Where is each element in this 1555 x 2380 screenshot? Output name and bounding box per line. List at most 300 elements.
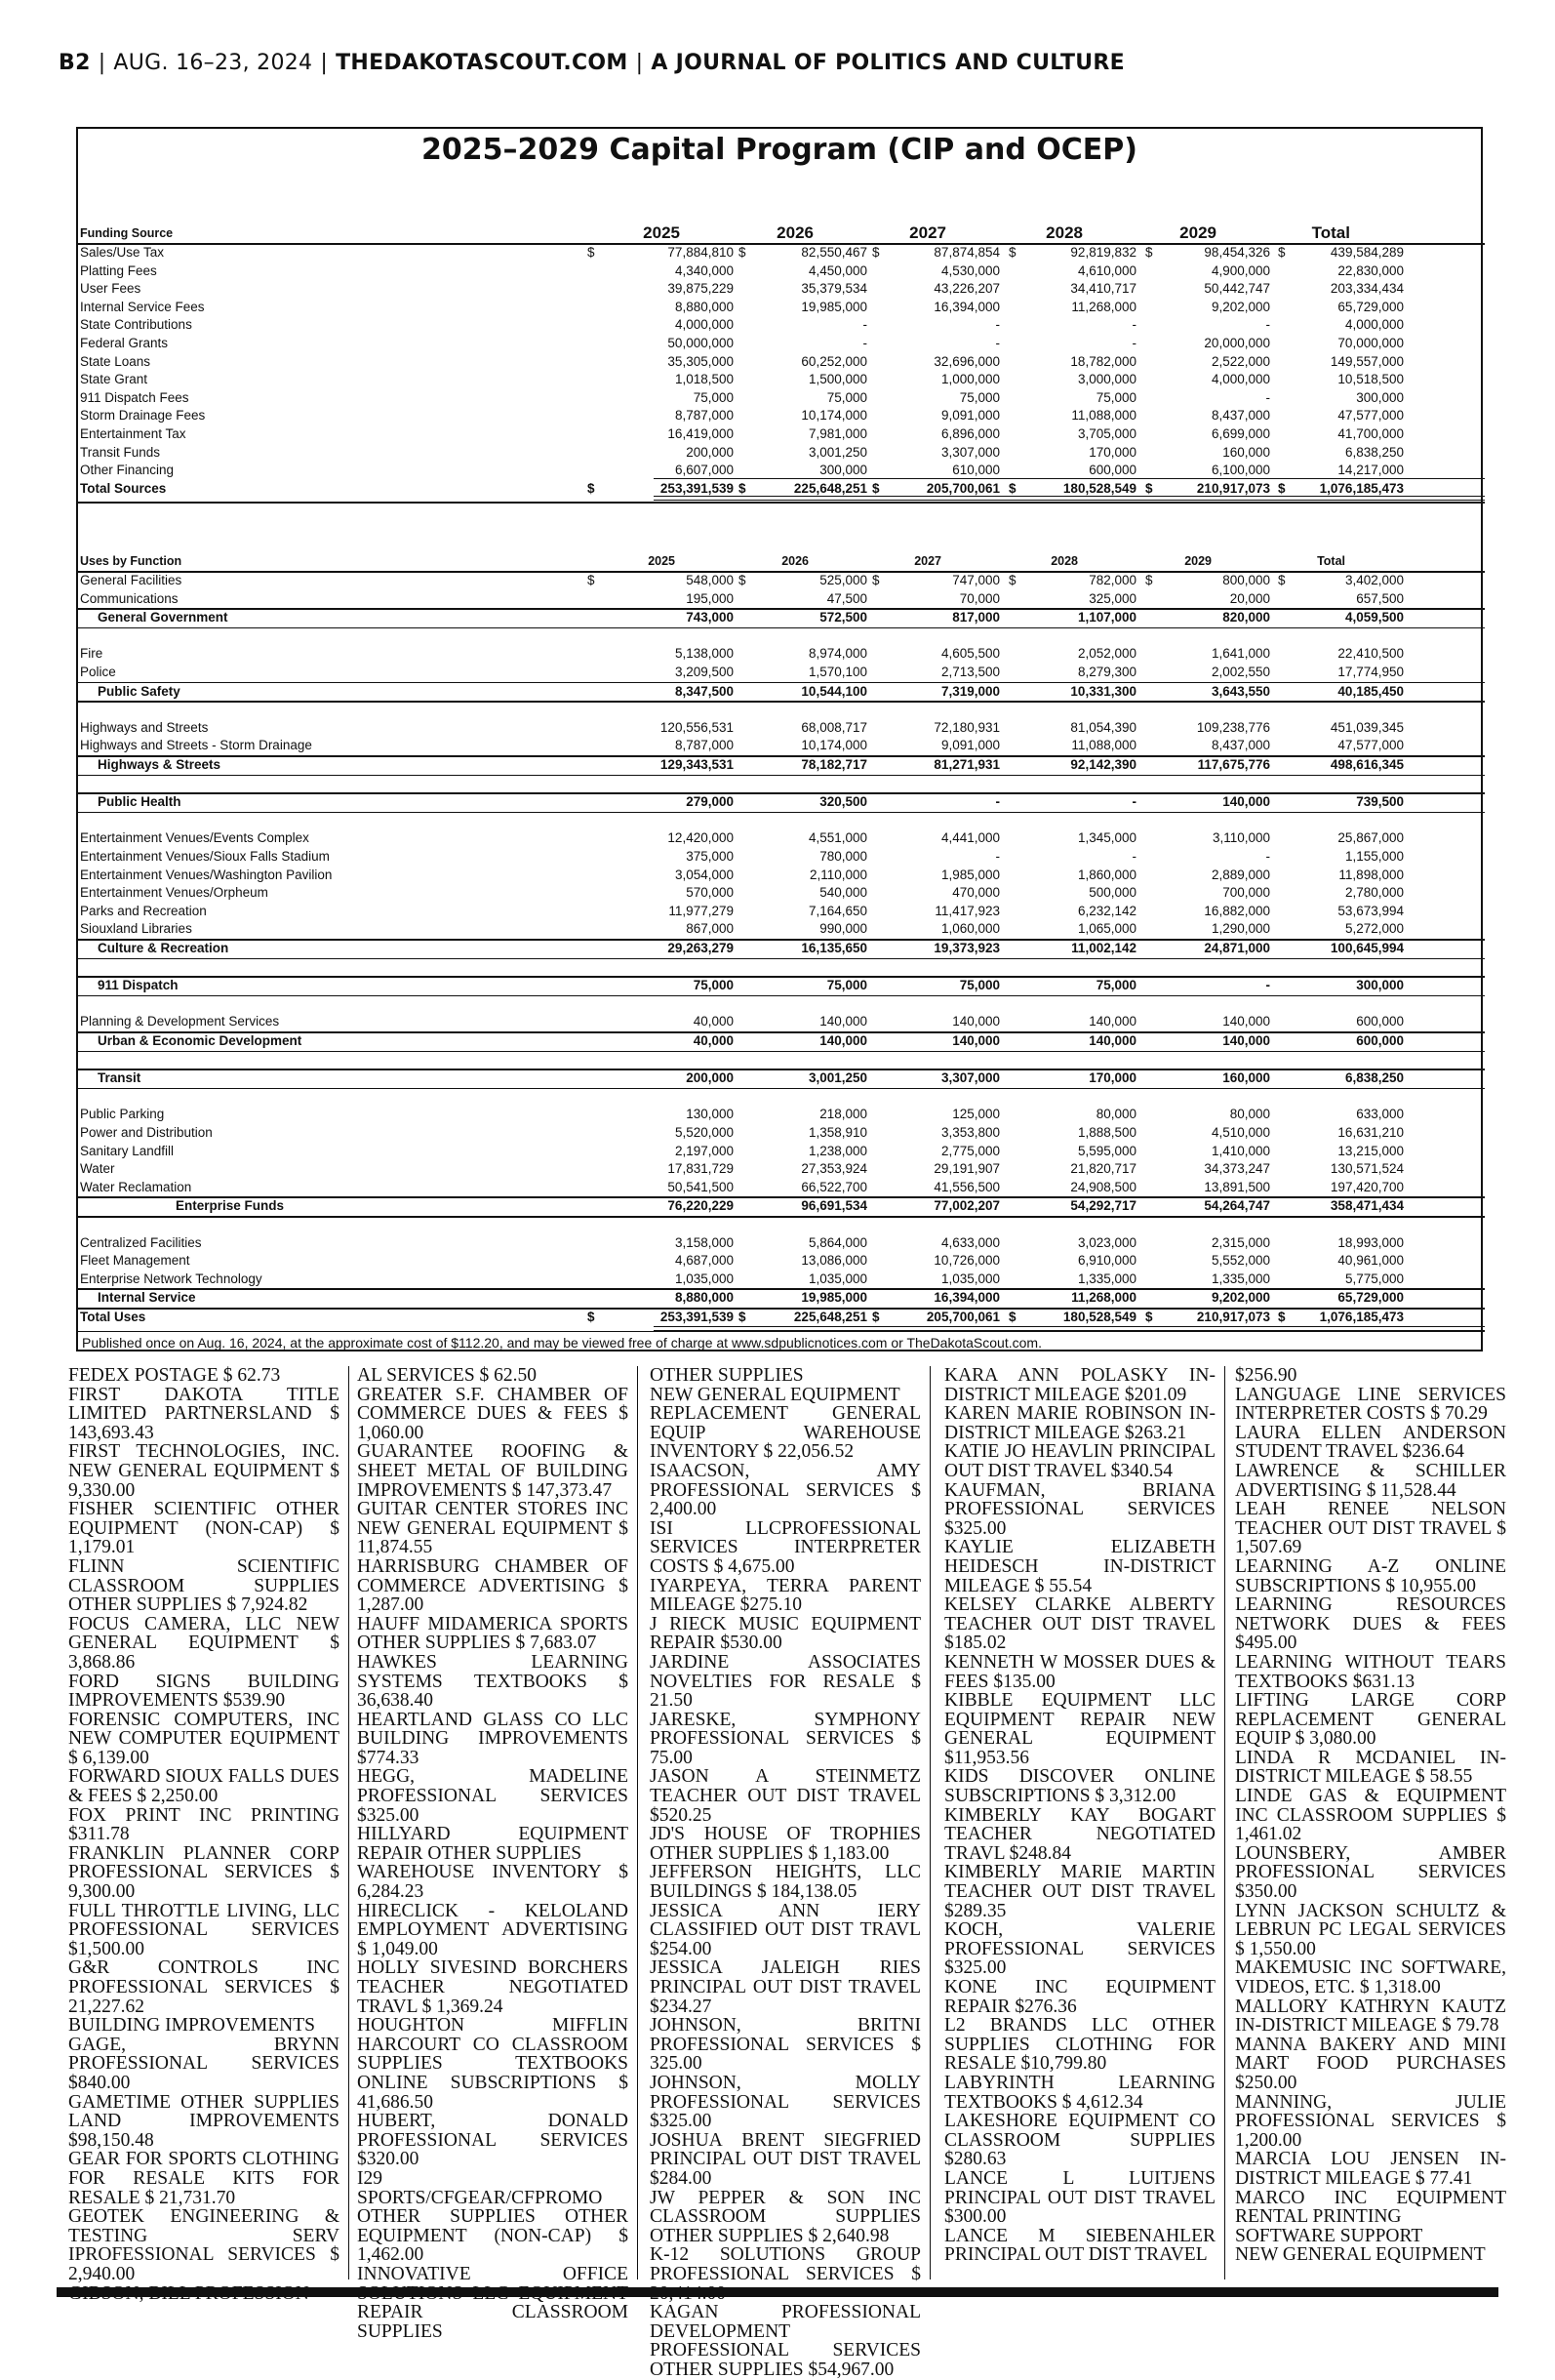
- notice-entry: GREATER S.F. CHAMBER OF COMMERCE DUES & FEES $ 1,060.00: [357, 1384, 628, 1443]
- use-row-value-3: 5,595,000: [1077, 1143, 1136, 1158]
- use-row-value-3: 80,000: [1096, 1107, 1136, 1122]
- cip-table: [76, 127, 1483, 1351]
- source-row-value-5: 10,518,500: [1337, 372, 1404, 387]
- dollar-sign: $: [1009, 573, 1017, 587]
- subtotal-row-label: Public Safety: [98, 683, 180, 699]
- source-row-value-3: 75,000: [1096, 389, 1136, 405]
- source-row-value-4: -: [1265, 317, 1270, 333]
- dollar-sign: $: [1278, 480, 1286, 496]
- use-row-value-0: 375,000: [686, 849, 734, 864]
- total-sources-row-value-3: 180,528,549: [1062, 480, 1136, 496]
- use-row-value-0: 3,054,000: [674, 867, 734, 882]
- published-note: Published once on Aug. 16, 2024, at the approximate cost of $112.20, and may be viewed free of charge at www.sdpublicnotices.com or TheDakotaScout.com.: [78, 1331, 1485, 1352]
- dollar-sign: $: [1145, 480, 1153, 496]
- notice-entry: ISI LLCPROFESSIONAL SERVICES INTERPRETER COSTS $ 4,675.00: [650, 1517, 921, 1577]
- subtotal-row-value-1: 19,985,000: [801, 1290, 867, 1306]
- notice-entry: FRANKLIN PLANNER CORP PROFESSIONAL SERVICES $ 9,300.00: [68, 1842, 339, 1903]
- subtotal-row-value-0: 200,000: [686, 1070, 734, 1086]
- notice-entry: KARA ANN POLASKY IN-DISTRICT MILEAGE $201.09: [944, 1365, 1216, 1405]
- notice-column-2: [357, 1366, 628, 2341]
- source-row-value-4: 160,000: [1222, 444, 1270, 460]
- subtotal-row: [78, 683, 1485, 701]
- table-rule: [78, 995, 1485, 997]
- notice-entry: MALLORY KATHRYN KAUTZ IN-DISTRICT MILEAGE $ 79.78: [1235, 1996, 1506, 2037]
- use-row-value-4: 2,002,550: [1211, 665, 1270, 679]
- notice-entry: OTHER SUPPLIES: [650, 1365, 804, 1386]
- source-row-value-4: 8,437,000: [1211, 408, 1270, 424]
- notice-entry: NEW GENERAL EQUIPMENT: [650, 1384, 900, 1405]
- use-row-label: Siouxland Libraries: [80, 921, 192, 937]
- use-row-value-4: 1,641,000: [1211, 646, 1270, 662]
- source-row-value-0: 6,607,000: [674, 463, 734, 478]
- use-row-value-4: 2,889,000: [1211, 867, 1270, 882]
- source-row-value-1: 75,000: [826, 389, 867, 405]
- use-row-label: Police: [80, 665, 116, 679]
- use-row-value-3: 21,820,717: [1070, 1161, 1136, 1177]
- use-row-value-4: 1,335,000: [1211, 1271, 1270, 1286]
- notice-entry: GEAR FOR SPORTS CLOTHING FOR RESALE KITS FOR RESALE $ 21,731.70: [68, 2149, 339, 2208]
- use-row-value-0: 3,209,500: [674, 665, 734, 679]
- sources-header: [78, 224, 1485, 242]
- total-uses-row-label: Total Uses: [80, 1310, 146, 1324]
- use-row-value-2: 9,091,000: [940, 738, 1000, 753]
- use-row-value-4: 1,290,000: [1211, 921, 1270, 937]
- dollar-sign: $: [1278, 245, 1286, 260]
- use-row-label: Enterprise Network Technology: [80, 1271, 262, 1286]
- notice-entry: MARCIA LOU JENSEN IN-DISTRICT MILEAGE $ 77.41: [1235, 2149, 1506, 2189]
- notice-entry: JASON A STEINMETZ TEACHER OUT DIST TRAVEL $520.25: [650, 1766, 921, 1826]
- notice-entry: JW PEPPER & SON INC CLASSROOM SUPPLIES OTHER SUPPLIES $ 2,640.98: [650, 2187, 921, 2246]
- use-row-value-3: 81,054,390: [1070, 719, 1136, 735]
- use-row-label: Power and Distribution: [80, 1125, 213, 1140]
- use-row-value-4: 8,437,000: [1211, 738, 1270, 753]
- use-row-value-5: 5,272,000: [1344, 921, 1404, 937]
- subtotal-row-value-5: 739,500: [1356, 794, 1404, 810]
- source-row-value-3: 92,819,832: [1070, 245, 1136, 260]
- dollar-sign: $: [872, 573, 880, 587]
- source-row-value-0: 8,880,000: [674, 299, 734, 314]
- source-row-label: 911 Dispatch Fees: [80, 389, 189, 405]
- notice-entry: FLINN SCIENTIFIC CLASSROOM SUPPLIES OTHER SUPPLIES $ 7,924.82: [68, 1555, 339, 1616]
- subtotal-row: [78, 1032, 1485, 1050]
- use-row-value-0: 548,000: [686, 573, 734, 587]
- source-row-value-1: 7,981,000: [808, 426, 867, 441]
- total-sources-row-value-0: 253,391,539: [659, 480, 734, 496]
- table-rule: [78, 958, 1485, 960]
- source-row-value-3: 3,705,000: [1077, 426, 1136, 441]
- notice-entry: FIRST DAKOTA TITLE LIMITED PARTNERSLAND $ 143,693.43: [68, 1384, 339, 1443]
- use-row-value-5: 451,039,345: [1330, 719, 1404, 735]
- use-row-value-1: 140,000: [819, 1014, 867, 1029]
- source-row-value-2: 75,000: [959, 389, 1000, 405]
- use-row-value-1: 8,974,000: [808, 646, 867, 662]
- source-row-value-5: 6,838,250: [1344, 444, 1404, 460]
- total-sources-row-value-2: 205,700,061: [926, 480, 1000, 496]
- source-row-value-2: 610,000: [952, 463, 1000, 478]
- table-rule: [78, 812, 1485, 814]
- source-row-value-0: 4,000,000: [674, 317, 734, 333]
- footer-bar: [57, 2287, 1498, 2297]
- total-uses-row-value-4: 210,917,073: [1196, 1310, 1270, 1324]
- notice-entry: KAUFMAN, BRIANA PROFESSIONAL SERVICES $325.00: [944, 1479, 1216, 1539]
- notice-entry: FISHER SCIENTIFIC OTHER EQUIPMENT (NON-CAP) $ 1,179.01: [68, 1499, 339, 1558]
- source-row-label: Transit Funds: [80, 444, 161, 460]
- notice-entry: MAKEMUSIC INC SOFTWARE, VIDEOS, ETC. $ 1,318.00: [1235, 1957, 1506, 1997]
- use-row-value-3: 2,052,000: [1077, 646, 1136, 662]
- source-row-value-0: 77,884,810: [667, 245, 734, 260]
- use-row: [78, 664, 1485, 681]
- use-row-value-1: 4,551,000: [808, 830, 867, 846]
- use-row-value-3: 3,023,000: [1077, 1234, 1136, 1250]
- subtotal-row-value-0: 29,263,279: [667, 941, 734, 955]
- tagline: A JOURNAL OF POLITICS AND CULTURE: [651, 51, 1125, 75]
- use-row-value-2: 2,775,000: [940, 1143, 1000, 1158]
- subtotal-row-value-3: 140,000: [1089, 1033, 1136, 1048]
- notice-entry: HUBERT, DONALD PROFESSIONAL SERVICES $320.00: [357, 2111, 628, 2170]
- uses-header: [78, 552, 1485, 570]
- year-header-2028: 2028: [1051, 554, 1078, 568]
- source-row: [78, 389, 1485, 407]
- source-row-value-1: 1,500,000: [808, 372, 867, 387]
- use-row-value-3: 500,000: [1089, 885, 1136, 901]
- notice-entry: LAKESHORE EQUIPMENT CO CLASSROOM SUPPLIES $280.63: [944, 2111, 1216, 2170]
- use-row-value-4: 2,315,000: [1211, 1234, 1270, 1250]
- subtotal-row-value-3: 92,142,390: [1070, 757, 1136, 772]
- source-row-value-3: -: [1132, 317, 1136, 333]
- subtotal-row: [78, 1069, 1485, 1087]
- source-row-value-1: 19,985,000: [801, 299, 867, 314]
- uses-header-label: Uses by Function: [80, 554, 182, 568]
- notice-entry: HIRECLICK - KELOLAND EMPLOYMENT ADVERTISING $ 1,049.00: [357, 1900, 628, 1959]
- masthead: B2 | AUG. 16–23, 2024 | THEDAKOTASCOUT.COM | A JOURNAL OF POLITICS AND CULTURE: [59, 51, 1125, 75]
- total-sources-row-value-4: 210,917,073: [1196, 480, 1270, 496]
- notice-entry: JESSICA JALEIGH RIES PRINCIPAL OUT DIST TRAVEL $234.27: [650, 1957, 921, 2017]
- source-row-value-1: 3,001,250: [808, 444, 867, 460]
- notice-column-4: [944, 1366, 1216, 2265]
- table-rule: [654, 1326, 1485, 1331]
- use-row-label: Highways and Streets - Storm Drainage: [80, 738, 312, 753]
- notice-entry: MARCO INC EQUIPMENT RENTAL PRINTING: [1235, 2187, 1506, 2228]
- notice-entry: KIBBLE EQUIPMENT LLC EQUIPMENT REPAIR NEW GENERAL EQUIPMENT $11,953.56: [944, 1690, 1216, 1768]
- use-row-label: Centralized Facilities: [80, 1234, 202, 1250]
- table-rule: [78, 775, 1485, 777]
- notice-entry: LAURA ELLEN ANDERSON STUDENT TRAVEL $236.64: [1235, 1422, 1506, 1463]
- source-row-label: Storm Drainage Fees: [80, 408, 206, 424]
- notice-entry: JOHNSON, MOLLY PROFESSIONAL SERVICES $325.00: [650, 2072, 921, 2132]
- use-row-value-3: 6,232,142: [1077, 903, 1136, 918]
- source-row-value-4: 2,522,000: [1211, 353, 1270, 369]
- total-uses-row: [78, 1309, 1485, 1326]
- use-row: [78, 1143, 1485, 1160]
- source-row-value-0: 75,000: [693, 389, 734, 405]
- use-row-label: Entertainment Venues/Washington Pavilion: [80, 867, 333, 882]
- source-row: [78, 299, 1485, 316]
- source-row-value-1: 35,379,534: [801, 281, 867, 297]
- source-row-value-0: 35,305,000: [667, 353, 734, 369]
- use-row-value-4: -: [1265, 849, 1270, 864]
- use-row-value-1: 218,000: [819, 1107, 867, 1122]
- use-row-value-0: 120,556,531: [659, 719, 734, 735]
- total-uses-row-value-3: 180,528,549: [1062, 1310, 1136, 1324]
- notice-entry: JARDINE ASSOCIATES NOVELTIES FOR RESALE $ 21.50: [650, 1651, 921, 1712]
- subtotal-row-value-2: 3,307,000: [940, 1070, 1000, 1086]
- source-row: [78, 353, 1485, 371]
- use-row-value-0: 2,197,000: [674, 1143, 734, 1158]
- use-row-value-1: 780,000: [819, 849, 867, 864]
- use-row-label: General Facilities: [80, 573, 182, 587]
- year-header-2026: 2026: [777, 223, 814, 242]
- use-row-value-5: 53,673,994: [1337, 903, 1404, 918]
- use-row-value-0: 40,000: [693, 1014, 734, 1029]
- subtotal-row-label: Transit: [98, 1070, 141, 1086]
- notice-entry: LEARNING RESOURCES NETWORK DUES & FEES $495.00: [1235, 1594, 1506, 1654]
- subtotal-row-value-2: 75,000: [959, 978, 1000, 993]
- dollar-sign: $: [738, 245, 746, 260]
- use-row-value-3: 1,345,000: [1077, 830, 1136, 846]
- use-row-value-3: 140,000: [1089, 1014, 1136, 1029]
- source-row: [78, 335, 1485, 352]
- notice-entry: LEARNING WITHOUT TEARS TEXTBOOKS $631.13: [1235, 1651, 1506, 1692]
- notice-entry: AL SERVICES $ 62.50: [357, 1365, 538, 1386]
- notice-entry: GAGE, BRYNN PROFESSIONAL SERVICES $840.00: [68, 2034, 339, 2093]
- source-row-value-0: 39,875,229: [667, 281, 734, 297]
- source-row-value-5: 22,830,000: [1337, 262, 1404, 278]
- source-row-value-1: -: [862, 317, 867, 333]
- use-row-value-0: 8,787,000: [674, 738, 734, 753]
- use-row-value-5: 600,000: [1356, 1014, 1404, 1029]
- table-rule: [78, 502, 1485, 504]
- notice-entry: GUITAR CENTER STORES INC NEW GENERAL EQUIPMENT $ 11,874.55: [357, 1499, 628, 1558]
- source-row-value-2: 6,896,000: [940, 426, 1000, 441]
- subtotal-row-value-2: -: [995, 794, 1000, 810]
- source-row: [78, 407, 1485, 424]
- use-row-value-2: 125,000: [952, 1107, 1000, 1122]
- notice-entry: BUILDING IMPROVEMENTS: [68, 2015, 315, 2037]
- use-row-value-2: 11,417,923: [935, 903, 1000, 918]
- use-row-value-4: 800,000: [1222, 573, 1270, 587]
- notice-entry: HARRISBURG CHAMBER OF COMMERCE ADVERTISING $ 1,287.00: [357, 1555, 628, 1616]
- dollar-sign: $: [738, 480, 746, 496]
- notice-entry: FORD SIGNS BUILDING IMPROVEMENTS $539.90: [68, 1671, 339, 1712]
- use-row-value-5: 633,000: [1356, 1107, 1404, 1122]
- use-row-value-4: 1,410,000: [1211, 1143, 1270, 1158]
- use-row-value-4: 4,510,000: [1211, 1125, 1270, 1140]
- use-row-value-1: 1,358,910: [808, 1125, 867, 1140]
- subtotal-row: [78, 609, 1485, 626]
- source-row-value-1: 82,550,467: [801, 245, 867, 260]
- use-row-value-2: -: [995, 849, 1000, 864]
- source-row-value-0: 16,419,000: [667, 426, 734, 441]
- use-row-value-3: 325,000: [1089, 590, 1136, 606]
- use-row-value-5: 13,215,000: [1337, 1143, 1404, 1158]
- use-row: [78, 1106, 1485, 1123]
- sources-header-label: Funding Source: [80, 226, 174, 240]
- source-row-value-5: 300,000: [1356, 389, 1404, 405]
- site-name[interactable]: THEDAKOTASCOUT.COM: [336, 51, 628, 75]
- use-row-value-3: 6,910,000: [1077, 1253, 1136, 1269]
- subtotal-row-value-4: 160,000: [1222, 1070, 1270, 1086]
- notice-entry: SOFTWARE SUPPORT: [1235, 2225, 1423, 2246]
- source-row-value-3: 34,410,717: [1070, 281, 1136, 297]
- use-row-value-4: 5,552,000: [1211, 1253, 1270, 1269]
- use-row: [78, 1160, 1485, 1178]
- use-row-value-1: 7,164,650: [808, 903, 867, 918]
- use-row-value-0: 5,520,000: [674, 1125, 734, 1140]
- notice-entry: KENNETH W MOSSER DUES & FEES $135.00: [944, 1651, 1216, 1692]
- notice-entry: LANCE L LUITJENS PRINCIPAL OUT DIST TRAVEL $300.00: [944, 2167, 1216, 2228]
- source-row-value-2: -: [995, 317, 1000, 333]
- subtotal-row-value-2: 16,394,000: [934, 1290, 1000, 1306]
- notice-entry: GUARANTEE ROOFING & SHEET METAL OF BUILDING IMPROVEMENTS $ 147,373.47: [357, 1441, 628, 1501]
- use-row-label: Entertainment Venues/Orpheum: [80, 885, 268, 901]
- use-row-value-0: 1,035,000: [674, 1271, 734, 1286]
- year-header-total: Total: [1317, 554, 1345, 568]
- total-sources-row-value-1: 225,648,251: [793, 480, 867, 496]
- subtotal-row-label: General Government: [98, 610, 228, 625]
- subtotal-row-value-3: 54,292,717: [1070, 1198, 1136, 1214]
- subtotal-row-value-5: 4,059,500: [1344, 610, 1404, 625]
- use-row-value-0: 130,000: [686, 1107, 734, 1122]
- use-row-value-5: 5,775,000: [1344, 1271, 1404, 1286]
- use-row-value-2: 3,353,800: [940, 1125, 1000, 1140]
- use-row-value-0: 12,420,000: [667, 830, 734, 846]
- subtotal-row-value-4: 140,000: [1222, 1033, 1270, 1048]
- notice-entry: JOSHUA BRENT SIEGFRIED PRINCIPAL OUT DIST TRAVEL $284.00: [650, 2129, 921, 2189]
- subtotal-row-label: 911 Dispatch: [98, 978, 179, 993]
- subtotal-row: [78, 793, 1485, 811]
- source-row: [78, 280, 1485, 298]
- notice-entry: LEARNING A-Z ONLINE SUBSCRIPTIONS $ 10,955.00: [1235, 1555, 1506, 1596]
- use-row-value-1: 66,522,700: [801, 1179, 867, 1194]
- use-row-label: Parks and Recreation: [80, 903, 207, 918]
- notice-entry: HOLLY SIVESIND BORCHERS TEACHER NEGOTIATED TRAVL $ 1,369.24: [357, 1957, 628, 2017]
- source-row-value-4: 6,699,000: [1211, 426, 1270, 441]
- dollar-sign: $: [1145, 573, 1153, 587]
- dollar-sign: $: [587, 480, 595, 496]
- subtotal-row-value-0: 129,343,531: [659, 757, 734, 772]
- notice-entry: KAREN MARIE ROBINSON IN-DISTRICT MILEAGE $263.21: [944, 1403, 1216, 1443]
- table-rule: [78, 627, 1485, 629]
- notice-entry: L2 BRANDS LLC OTHER SUPPLIES CLOTHING FOR RESALE $10,799.80: [944, 2015, 1216, 2075]
- source-row-value-4: 4,000,000: [1211, 372, 1270, 387]
- use-row-value-1: 1,035,000: [808, 1271, 867, 1286]
- subtotal-row: [78, 1289, 1485, 1307]
- source-row-value-4: 98,454,326: [1204, 245, 1270, 260]
- use-row-value-2: 70,000: [959, 590, 1000, 606]
- dollar-sign: $: [1009, 480, 1017, 496]
- page-number: B2: [59, 51, 91, 75]
- use-row-value-4: 109,238,776: [1196, 719, 1270, 735]
- use-row-value-4: 140,000: [1222, 1014, 1270, 1029]
- subtotal-row-value-3: 170,000: [1089, 1070, 1136, 1086]
- source-row-value-2: 3,307,000: [940, 444, 1000, 460]
- table-rule: [78, 1051, 1485, 1053]
- source-row-value-4: 50,442,747: [1204, 281, 1270, 297]
- use-row-value-4: 16,882,000: [1204, 903, 1270, 918]
- subtotal-row: [78, 940, 1485, 957]
- notice-entry: WAREHOUSE INVENTORY $ 6,284.23: [357, 1862, 628, 1903]
- total-sources-row-value-5: 1,076,185,473: [1319, 480, 1404, 496]
- notice-entry: LINDE GAS & EQUIPMENT INC CLASSROOM SUPPLIES $ 1,461.02: [1235, 1786, 1506, 1845]
- source-row-value-1: 4,450,000: [808, 262, 867, 278]
- source-row-value-2: -: [995, 336, 1000, 350]
- use-row-value-5: 25,867,000: [1337, 830, 1404, 846]
- source-row-value-2: 43,226,207: [934, 281, 1000, 297]
- source-row-value-4: 20,000,000: [1204, 336, 1270, 350]
- notice-entry: HAUFF MIDAMERICA SPORTS OTHER SUPPLIES $ 7,683.07: [357, 1613, 628, 1654]
- dollar-sign: $: [872, 245, 880, 260]
- use-row-value-1: 540,000: [819, 885, 867, 901]
- source-row-label: Other Financing: [80, 463, 175, 478]
- use-row-value-5: 18,993,000: [1337, 1234, 1404, 1250]
- use-row-value-3: 24,908,500: [1070, 1179, 1136, 1194]
- source-row-value-2: 9,091,000: [940, 408, 1000, 424]
- year-header-total: Total: [1311, 223, 1350, 242]
- source-row-value-1: -: [862, 336, 867, 350]
- use-row-value-2: 1,035,000: [940, 1271, 1000, 1286]
- subtotal-row-value-4: 3,643,550: [1211, 683, 1270, 699]
- use-row-value-5: 3,402,000: [1344, 573, 1404, 587]
- use-row-label: Planning & Development Services: [80, 1014, 280, 1029]
- source-row-value-2: 1,000,000: [940, 372, 1000, 387]
- use-row: [78, 1271, 1485, 1288]
- source-row-value-5: 14,217,000: [1337, 463, 1404, 478]
- use-row-value-1: 5,864,000: [808, 1234, 867, 1250]
- notice-entry: LINDA R MCDANIEL IN-DISTRICT MILEAGE $ 58.55: [1235, 1747, 1506, 1788]
- subtotal-row-value-5: 6,838,250: [1344, 1070, 1404, 1086]
- use-row-value-2: 72,180,931: [934, 719, 1000, 735]
- subtotal-row-value-5: 600,000: [1356, 1033, 1404, 1048]
- notice-entry: LANCE M SIEBENAHLER PRINCIPAL OUT DIST TRAVEL: [944, 2225, 1216, 2266]
- use-row-value-0: 17,831,729: [667, 1161, 734, 1177]
- dollar-sign: $: [1145, 1310, 1153, 1324]
- subtotal-row-value-2: 817,000: [952, 610, 1000, 625]
- source-row-value-5: 41,700,000: [1337, 426, 1404, 441]
- year-header-2028: 2028: [1046, 223, 1083, 242]
- subtotal-row-value-3: 75,000: [1096, 978, 1136, 993]
- use-row-label: Water Reclamation: [80, 1179, 192, 1194]
- notice-entry: FIRST TECHNOLOGIES, INC. NEW GENERAL EQUIPMENT $ 9,330.00: [68, 1441, 339, 1501]
- use-row-value-3: -: [1132, 849, 1136, 864]
- use-row-value-3: 11,088,000: [1071, 738, 1136, 753]
- dollar-sign: $: [1009, 1310, 1017, 1324]
- subtotal-row-label: Enterprise Funds: [176, 1198, 285, 1214]
- source-row: [78, 425, 1485, 443]
- use-row-value-2: 140,000: [952, 1014, 1000, 1029]
- subtotal-row: [78, 1197, 1485, 1215]
- use-row-value-0: 570,000: [686, 885, 734, 901]
- notice-entry: HAWKES LEARNING SYSTEMS TEXTBOOKS $ 36,638.40: [357, 1651, 628, 1712]
- use-row-value-4: 34,373,247: [1204, 1161, 1270, 1177]
- subtotal-row-value-0: 8,880,000: [674, 1290, 734, 1306]
- use-row: [78, 903, 1485, 920]
- source-row-value-2: 4,530,000: [940, 262, 1000, 278]
- dollar-sign: $: [587, 573, 595, 587]
- notice-entry: FOCUS CAMERA, LLC NEW GENERAL EQUIPMENT $ 3,868.86: [68, 1613, 339, 1673]
- source-row-label: Sales/Use Tax: [80, 245, 165, 260]
- use-row-label: Public Parking: [80, 1107, 165, 1122]
- notice-entry: ISAACSON, AMY PROFESSIONAL SERVICES $ 2,400.00: [650, 1460, 921, 1520]
- use-row-value-3: 782,000: [1089, 573, 1136, 587]
- subtotal-row-value-0: 76,220,229: [667, 1198, 734, 1214]
- year-header-2026: 2026: [781, 554, 809, 568]
- notice-entry: JARESKE, SYMPHONY PROFESSIONAL SERVICES $ 75.00: [650, 1709, 921, 1768]
- notice-entry: KAYLIE ELIZABETH HEIDESCH IN-DISTRICT MILEAGE $ 55.54: [944, 1537, 1216, 1596]
- issue-date: AUG. 16–23, 2024: [113, 51, 313, 75]
- year-header-2029: 2029: [1184, 554, 1212, 568]
- subtotal-row: [78, 756, 1485, 774]
- notice-entry: FORENSIC COMPUTERS, INC NEW COMPUTER EQUIPMENT $ 6,139.00: [68, 1709, 339, 1768]
